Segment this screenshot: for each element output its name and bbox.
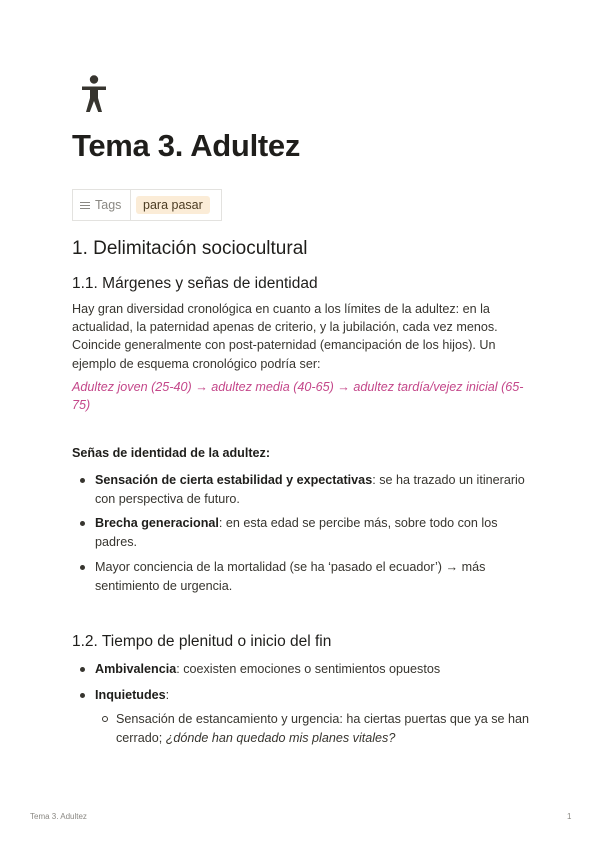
chronology-scheme: Adultez joven (25-40) → adultez media (40-65) → adultez tardía/vejez inicial (65-75) <box>72 380 524 413</box>
list-icon <box>80 201 90 210</box>
page-number: 1 <box>567 812 572 821</box>
properties-box <box>72 189 222 221</box>
section-heading-1-1: 1.1. Márgenes y señas de identidad <box>72 275 318 292</box>
list-item: Inquietudes: <box>95 688 170 702</box>
tags-label: Tags <box>95 198 122 212</box>
page-title: Tema 3. Adultez <box>72 128 301 163</box>
bullet-icon <box>80 478 85 483</box>
sub-bullet-icon <box>102 716 108 722</box>
footer-title: Tema 3. Adultez <box>30 812 87 821</box>
tags-property[interactable] <box>73 190 131 220</box>
bullet-icon <box>80 693 85 698</box>
sub-list-item: Sensación de estancamiento y urgencia: ha ciertas puertas que ya se han cerrado; ¿dónde han quedado mis planes vitales? <box>116 712 530 745</box>
section-heading-1-2: 1.2. Tiempo de plenitud o inicio del fin <box>72 633 332 650</box>
identity-heading: Señas de identidad de la adultez: <box>72 446 271 460</box>
bullet-icon <box>80 667 85 672</box>
section-heading-1: 1. Delimitación sociocultural <box>72 238 308 259</box>
bullet-icon <box>80 565 85 570</box>
list-item: Ambivalencia: coexisten emociones o sentimientos opuestos <box>95 662 441 676</box>
list-item: Mayor conciencia de la mortalidad (se ha ‘pasado el ecuador’) → más sentimiento de urgencia. <box>95 560 486 593</box>
list-item: Sensación de cierta estabilidad y expectativas: se ha trazado un itinerario con perspectiva de futuro. <box>95 473 525 506</box>
list-item: Brecha generacional: en esta edad se percibe más, sobre todo con los padres. <box>95 516 498 549</box>
bullet-icon <box>80 521 85 526</box>
paragraph-margins: Hay gran diversidad cronológica en cuanto a los límites de la adultez: en la actualidad, la paternidad apenas de criterio, y la jubilación, cada vez menos. Coincide generalmente con post-paternidad (emancipación de los hijos). Un ejemplo de esquema cronológico podría ser: <box>72 302 498 371</box>
tag-badge[interactable]: para pasar <box>136 196 210 214</box>
person-icon <box>79 74 109 114</box>
